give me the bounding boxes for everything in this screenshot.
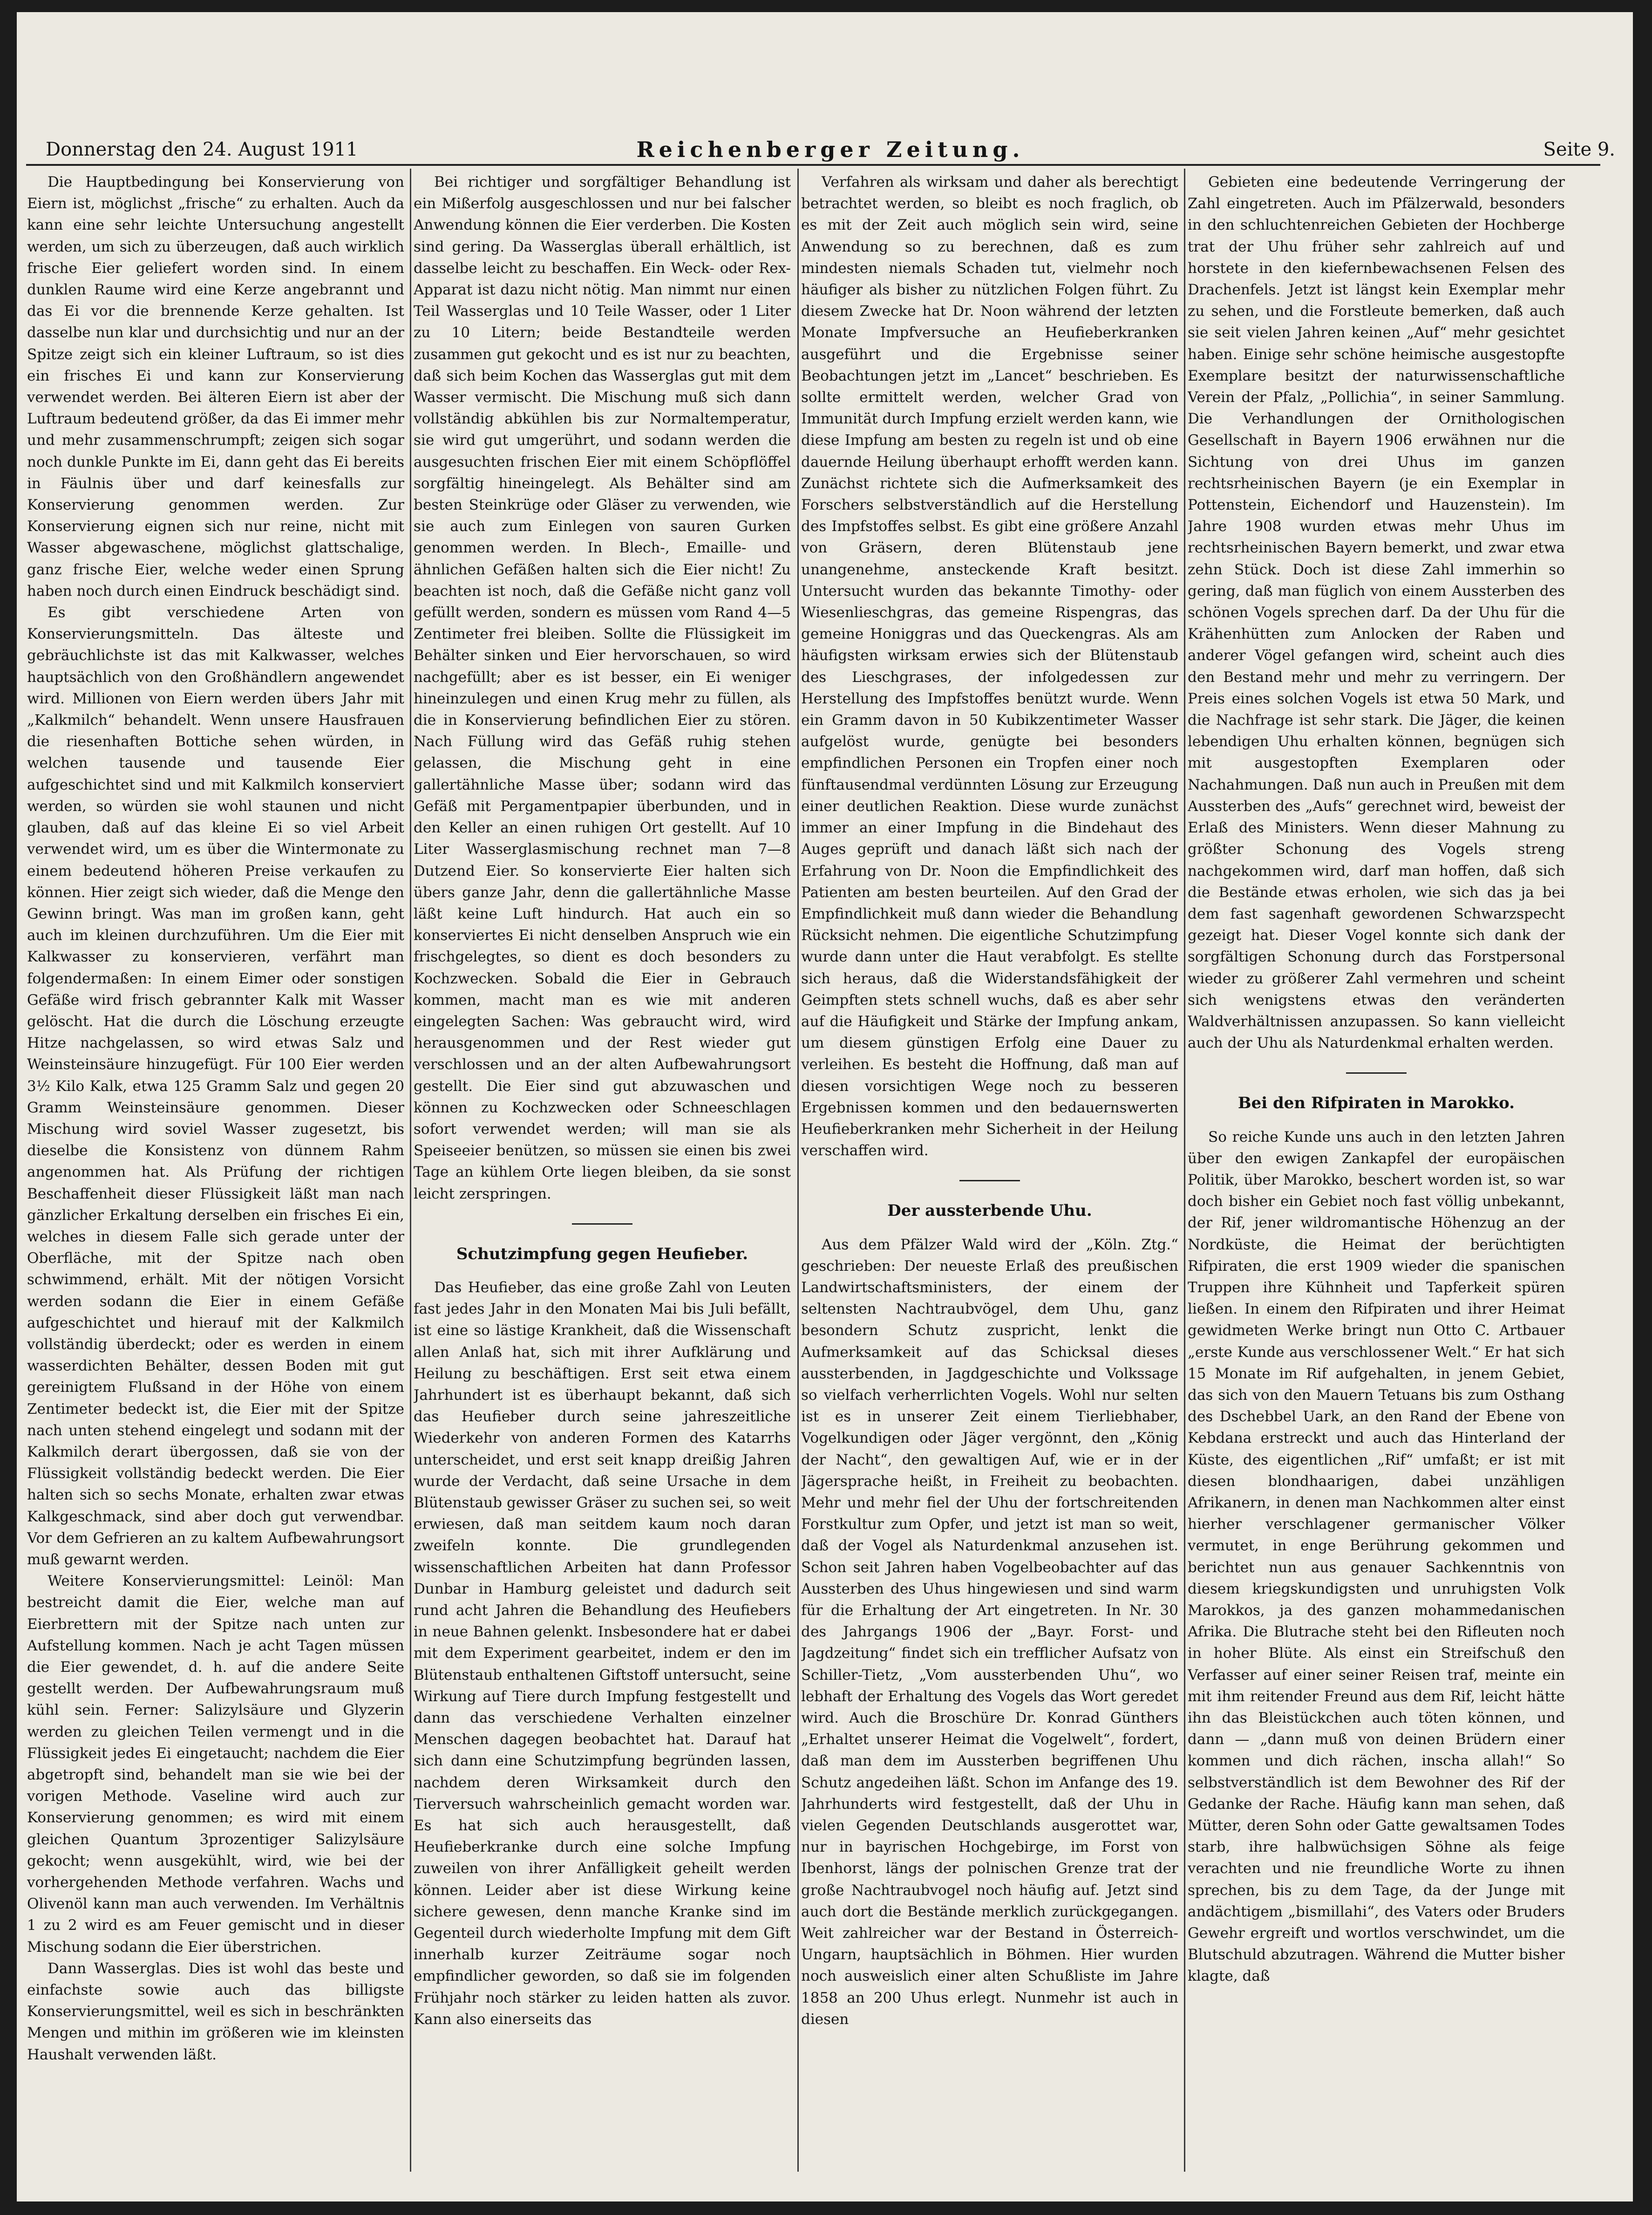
article-paragraph: Die Hauptbedingung bei Konservierung von Eiern ist, möglichst „frische“ zu erhalten. Auch da kann eine sehr leichte Untersuchung angestellt werden, um sich zu überzeugen, daß auch wirklich frische Eier geliefert worden sind. In einem dunklen Raume wird eine Kerze angebrannt und das Ei vor die brennende Kerze gehalten. Ist dasselbe nun klar und durchsichtig und nur an der Spitze zeigt sich ein kleiner Luftraum, so ist dies ein frisches Ei und kann zur Konservierung verwendet werden. Bei älteren Eiern ist aber der Luftraum bedeutend größer, da das Ei immer mehr und mehr zusammenschrumpft; zeigen sich sogar noch dunkle Punkte im Ei, dann geht das Ei bereits in Fäulnis über und darf keinesfalls zur Konservierung genommen werden. Zur Konservierung eignen sich nur reine, nicht mit Wasser abgewaschene, möglichst glattschalige, ganz frische Eier, welche weder einen Sprung haben noch durch einen Eindruck beschädigt sind. [27,174,404,600]
masthead: Reichenberger Zeitung. [636,137,1025,162]
header-rule [26,164,1600,166]
article-paragraph: Bei richtiger und sorgfältiger Behandlung ist ein Mißerfolg ausgeschlossen und nur bei falscher Anwendung können die Eier verderben. Die Kosten sind gering. Da Wasserglas überall erhältlich, ist dasselbe leicht zu beschaffen. Ein Weck- oder Rex-Apparat ist dazu nicht nötig. Man nimmt nur einen Teil Wasserglas und 10 Teile Wasser, oder 1 Liter zu 10 Litern; beide Bestandteile werden zusammen gut gekocht und es ist nur zu beachten, daß sich beim Kochen das Wasserglas gut mit dem Wasser vermischt. Die Mischung muß sich dann vollständig abkühlen bis zur Normaltemperatur, sie wird gut umgerührt, und sodann werden die ausgesuchten frischen Eier mit einem Schöpflöffel sorgfältig hineingelegt. Als Behälter sind am besten Steinkrüge oder Gläser zu verwenden, wie sie auch zum Einlegen von sauren Gurken genommen werden. In Blech-, Emaille- und ähnlichen Gefäßen halten sich die Eier nicht! Zu beachten ist noch, daß die Gefäße nicht ganz voll gefüllt werden, sondern es müssen vom Rand 4—5 Zentimeter frei bleiben. Sollte die Flüssigkeit im Behälter sinken und Eier hervorschauen, so wird nachgefüllt; aber es ist besser, ein Ei weniger hineinzulegen und einen Krug mehr zu füllen, als die in Konservierung befindlichen Eier zu stören. Nach Füllung wird das Gefäß ruhig stehen gelassen, die Mischung geht in eine gallertähnliche Masse über; sodann wird das Gefäß mit Pergamentpapier überbunden, und in den Keller an einen ruhigen Ort gestellt. Auf 10 Liter Wasserglasmischung rechnet man 7—8 Dutzend Eier. So konservierte Eier halten sich übers ganze Jahr, denn die gallertähnliche Masse läßt keine Luft hindurch. Hat auch ein so konserviertes Ei nicht denselben Anspruch wie ein frischgelegtes, so dient es doch besonders zu Kochzwecken. Sobald die Eier in Gebrauch kommen, macht man es wie mit anderen eingelegten Sachen: Was gebraucht wird, wird herausgenommen und der Rest wieder gut verschlossen und an der alten Aufbewahrungsort gestellt. Die Eier sind gut abzuwaschen und können zu Kochzwecken oder Schneeschlagen sofort verwendet werden; will man sie als Speiseeier benützen, so müssen sie einen bis zwei Tage an kühlem Orte liegen bleiben, da sie sonst leicht zerspringen. [414,174,791,1202]
article-paragraph: Dann Wasserglas. Dies ist wohl das beste und einfachste sowie auch das billigste Konservierungsmittel, weil es sich in beschränkten Mengen und mithin im größeren wie im kleinsten Haushalt verwenden läßt. [27,1960,404,2063]
column-4 [1188,171,1565,2170]
article-paragraph: Das Heufieber, das eine große Zahl von Leuten fast jedes Jahr in den Monaten Mai bis Juli befällt, ist eine so lästige Krankheit, daß die Wissenschaft allen Anlaß hat, sich mit ihrer Aufklärung und Heilung zu beschäftigen. Erst seit etwa einem Jahrhundert ist es überhaupt bekannt, daß sich das Heufieber durch seine jahreszeitliche Wiederkehr von anderen Formen des Katarrhs unterscheidet, und erst seit knapp dreißig Jahren wurde der Verdacht, daß seine Ursache in dem Blütenstaub gewisser Gräser zu suchen sei, so weit erwiesen, daß man seitdem kaum noch daran zweifeln konnte. Die grundlegenden wissenschaftlichen Arbeiten hat dann Professor Dunbar in Hamburg geleistet und dadurch seit rund acht Jahren die Behandlung des Heufiebers in neue Bahnen gelenkt. Insbesondere hat er dabei mit dem Experiment gearbeitet, indem er den im Blütenstaub enthaltenen Giftstoff untersucht, seine Wirkung auf Tiere durch Impfung festgestellt und dann das verschiedene Verhalten einzelner Menschen dagegen beobachtet hat. Darauf hat sich dann eine Schutzimpfung begründen lassen, nachdem deren Wirksamkeit durch den Tierversuch wahrscheinlich gemacht worden war. Es hat sich auch herausgestellt, daß Heufieberkranke durch eine solche Impfung zuweilen von ihrer Anfälligkeit geheilt werden können. Leider aber ist diese Wirkung keine sichere gewesen, denn manche Kranke sind im Gegenteil durch wiederholte Impfung mit dem Gift innerhalb kurzer Zeiträume sogar noch empfindlicher geworden, so daß sie im folgenden Frühjahr noch stärker zu leiden hatten als zuvor. Kann also einerseits das [414,1279,791,2028]
article-paragraph: Weitere Konservierungsmittel: Leinöl: Man bestreicht damit die Eier, welche man auf Eierbrettern mit der Spitze nach unten zur Aufstellung kommen. Nach je acht Tagen müssen die Eier gewendet, d. h. auf die andere Seite gestellt werden. Der Aufbewahrungsraum muß kühl sein. Ferner: Salizylsäure und Glyzerin werden zu gleichen Teilen vermengt und in die Flüssigkeit jedes Ei eingetaucht; nachdem die Eier abgetropft sind, behandelt man sie wie bei der vorigen Methode. Vaseline wird auch zur Konservierung genommen; es wird mit einem gleichen Quantum 3prozentiger Salizylsäure gekocht; wenn ausgekühlt, wird, wie bei der vorhergehenden Methode verfahren. Wachs und Olivenöl kann man auch verwenden. Im Verhältnis 1 zu 2 wird es am Feuer gemischt und in dieser Mischung sodann die Eier überstrichen. [27,1573,404,1956]
section-separator [572,1223,632,1225]
column-divider [797,169,799,2172]
column-divider [410,169,411,2172]
page-number: Seite 9. [1543,139,1615,160]
article-heading: Schutzimpfung gegen Heufieber. [456,1244,748,1263]
article-heading: Der aussterbende Uhu. [887,1201,1092,1220]
article-paragraph: So reiche Kunde uns auch in den letzten Jahren über den ewigen Zankapfel der europäischen Politik, über Marokko, beschert worden ist, so war doch bisher ein Gebiet noch fast völlig unbekannt, der Rif, jener wildromantische Höhenzug an der Nordküste, die Heimat der berüchtigten Rifpiraten, die erst 1909 wieder die spanischen Truppen ihre Kühnheit und Tapferkeit spüren ließen. In einem den Rifpiraten und ihrer Heimat gewidmeten Werke bringt nun Otto C. Artbauer „erste Kunde aus verschlossener Welt.“ Er hat sich 15 Monate im Rif aufgehalten, in jenem Gebiet, das sich von den Mauern Tetuans bis zum Osthang des Dschebbel Uark, an den Rand der Ebene von Kebdana erstreckt und auch das Hinterland der Küste, des eigentlichen „Rif“ umfaßt; er ist mit diesen blondhaarigen, dabei unzähligen Afrikanern, in denen man Nachkommen alter einst hierher verschlagener germanischer Völker vermutet, in enge Berührung gekommen und berichtet nun aus genauer Sachkenntnis von diesem kriegskundigsten und unruhigsten Volk Marokkos, ja des ganzen mohammedanischen Afrika. Die Blutrache steht bei den Rifleuten noch in hoher Blüte. Als einst ein Streifschuß den Verfasser auf einer seiner Reisen traf, meinte ein mit ihm reitender Freund aus dem Rif, leicht hätte ihn das Bleistückchen auch töten können, und dann — „dann muß von deinen Brüdern einer kommen und dich rächen, inscha allah!“ So selbstverständlich ist dem Bewohner des Rif der Gedanke der Rache. Häufig kann man sehen, daß Mütter, deren Sohn oder Gatte gewaltsamen Todes starb, ihre halbwüchsigen Söhne als feige verachten und nie freundliche Worte zu ihnen sprechen, bis zu dem Tage, da der Junge mit andächtigem „bismillahi“, des Vaters oder Bruders Gewehr ergreift und wortlos verschwindet, um die Blutschuld abzutragen. Während die Mutter bisher klagte, daß [1188,1128,1565,1985]
article-paragraph: Gebieten eine bedeutende Verringerung der Zahl eingetreten. Auch im Pfälzerwald, besonders in den schluchtenreichen Gebieten der Hochberge trat der Uhu früher sehr zahlreich auf und horstete in den kiefernbewachsenen Felsen des Drachenfels. Jetzt ist längst kein Exemplar mehr zu sehen, und die Forstleute bemerken, daß auch sie seit vielen Jahren keinen „Auf“ mehr gesichtet haben. Einige sehr schöne heimische ausgestopfte Exemplare besitzt der naturwissenschaftliche Verein der Pfalz, „Pollichia“, in seiner Sammlung. Die Verhandlungen der Ornithologischen Gesellschaft in Bayern 1906 erwähnen nur die Sichtung von drei Uhus im ganzen rechtsrheinischen Bayern (je ein Exemplar in Pottenstein, Eichendorf und Hauzenstein). Im Jahre 1908 wurden etwas mehr Uhus im rechtsrheinischen Bayern bemerkt, und zwar etwa zehn Stück. Doch ist diese Zahl immerhin so gering, daß man füglich von einem Aussterben des schönen Vogels sprechen darf. Da der Uhu für die Krähenhütten zum Anlocken der Raben und anderer Vögel gefangen wird, scheint auch dies den Bestand mehr und mehr zu verringern. Der Preis eines solchen Vogels ist etwa 50 Mark, und die Nachfrage ist sehr stark. Die Jäger, die keinen lebendigen Uhu erhalten können, begnügen sich mit ausgestopften Exemplaren oder Nachahmungen. Daß nun auch in Preußen mit dem Aussterben des „Aufs“ gerechnet wird, beweist der Erlaß des Ministers. Wenn dieser Mahnung zu größter Schonung des Vogels streng nachgekommen wird, darf man hoffen, daß sich die Bestände etwas erholen, wie sich das ja bei dem fast sagenhaft gewordenen Schwarzspecht gezeigt hat. Dieser Vogel konnte sich dank der sorgfältigen Schonung durch das Forstpersonal wieder zu größerer Zahl vermehren und scheint sich wenigstens etwas den veränderten Waldverhältnissen anzupassen. So kann vielleicht auch der Uhu als Naturdenkmal erhalten werden. [1188,174,1565,1052]
issue-date: Donnerstag den 24. August 1911 [46,139,358,160]
article-paragraph: Verfahren als wirksam und daher als berechtigt betrachtet werden, so bleibt es noch fraglich, ob es mit der Zeit auch möglich sein wird, seine Anwendung so zu berechnen, daß es zum mindesten niemals Schaden tut, vielmehr noch häufiger als bisher zu nützlichen Folgen führt. Zu diesem Zwecke hat Dr. Noon während der letzten Monate Impfversuche an Heufieberkranken ausgeführt und die Ergebnisse seiner Beobachtungen jetzt im „Lancet“ beschrieben. Es sollte ermittelt werden, welcher Grad von Immunität durch Impfung erzielt werden kann, wie diese Impfung am besten zu regeln ist und ob eine dauernde Heilung überhaupt erhofft werden kann. Zunächst richtete sich die Aufmerksamkeit des Forschers selbstverständlich auf die Herstellung des Impfstoffes selbst. Es gibt eine größere Anzahl von Gräsern, deren Blütenstaub jene unangenehme, ansteckende Kraft besitzt. Untersucht wurden das bekannte Timothy- oder Wiesenlieschgras, das gemeine Rispengras, das gemeine Honiggras und das Queckengras. Als am häufigsten wirksam erwies sich der Blütenstaub des Lieschgrases, der infolgedessen zur Herstellung des Impfstoffes benützt wurde. Wenn ein Gramm davon in 50 Kubikzentimeter Wasser aufgelöst wurde, genügte bei besonders empfindlichen Personen ein Tropfen einer noch fünftausendmal verdünnten Lösung zur Erzeugung einer deutlichen Reaktion. Diese wurde zunächst immer an einer Impfung in die Bindehaut des Auges geprüft und danach läßt sich nach der Erfahrung von Dr. Noon die Empfindlichkeit des Patienten am besten beurteilen. Auf den Grad der Empfindlichkeit muß dann wieder die Behandlung Rücksicht nehmen. Die eigentliche Schutzimpfung wurde dann unter die Haut verabfolgt. Es stellte sich heraus, daß die Widerstandsfähigkeit der Geimpften stets schnell wuchs, daß es aber sehr auf die Häufigkeit und Stärke der Impfung ankam, um diesem günstigen Erfolg eine Dauer zu verleihen. Es besteht die Hoffnung, daß man auf diesen vorsichtigen Wege noch zu besseren Ergebnissen kommen und den bedauernswerten Heufieberkranken mehr Sicherheit in der Heilung verschaffen wird. [801,174,1178,1159]
column-1 [27,171,404,2170]
article-paragraph: Aus dem Pfälzer Wald wird der „Köln. Ztg.“ geschrieben: Der neueste Erlaß des preußischen Landwirtschaftsministers, der einem der seltensten Nachtraubvögel, dem Uhu, ganz besondern Schutz zuspricht, lenkt die Aufmerksamkeit auf das Schicksal dieses aussterbenden, in Jagdgeschichte und Volkssage so vielfach verherrlichten Vogels. Wohl nur selten ist es in unserer Zeit einem Tierliebhaber, Vogelkundigen oder Jäger vergönnt, den „König der Nacht“, den gewaltigen Auf, wie er in der Jägersprache heißt, in Freiheit zu beobachten. Mehr und mehr fiel der Uhu der fortschreitenden Forstkultur zum Opfer, und jetzt ist man so weit, daß der Vogel als Naturdenkmal anzusehen ist. Schon seit Jahren haben Vogelbeobachter auf das Aussterben des Uhus hingewiesen und sind warm für die Erhaltung der Art eingetreten. In Nr. 30 des Jahrgangs 1906 der „Bayr. Forst- und Jagdzeitung“ findet sich ein trefflicher Aufsatz von Schiller-Tietz, „Vom aussterbenden Uhu“, wo lebhaft der Erhaltung des Vogels das Wort geredet wird. Auch die Broschüre Dr. Konrad Günthers „Erhaltet unserer Heimat die Vogelwelt“, fordert, daß man dem im Aussterben begriffenen Uhu Schutz angedeihen läßt. Schon im Anfange des 19. Jahrhunderts wird festgestellt, daß der Uhu in vielen Gegenden Deutschlands ausgerottet war, nur in bayrischen Hochgebirge, im Forst von Ibenhorst, längs der polnischen Grenze trat der große Nachtraubvogel noch häufig auf. Jetzt sind auch dort die Bestände merklich zurückgegangen. Weit zahlreicher war der Bestand in Österreich-Ungarn, hauptsächlich in Böhmen. Hier wurden noch ausweislich einer alten Schußliste im Jahre 1858 an 200 Uhus erlegt. Nunmehr ist auch in diesen [801,1236,1178,2028]
section-separator [959,1180,1020,1181]
article-heading: Bei den Rifpiraten in Marokko. [1237,1094,1515,1113]
column-divider [1184,169,1185,2172]
column-2 [414,171,791,2170]
column-3 [801,171,1178,2170]
page-header [46,139,1615,176]
section-separator [1346,1072,1407,1074]
article-paragraph: Es gibt verschiedene Arten von Konservierungsmitteln. Das älteste und gebräuchlichste ist das mit Kalkwasser, welches hauptsächlich von den Großhändlern angewendet wird. Millionen von Eiern werden übers Jahr mit „Kalkmilch“ behandelt. Wenn unsere Hausfrauen die riesenhaften Bottiche sehen würden, in welchen tausende und tausende Eier aufgeschichtet sind und mit Kalkmilch konserviert werden, so würden sie wohl staunen und nicht glauben, daß auf das kleine Ei so viel Arbeit verwendet wird, um es über die Wintermonate zu einem bedeutend höheren Preise verkaufen zu können. Hier zeigt sich wieder, daß die Menge den Gewinn bringt. Was man im großen kann, geht auch im kleinen durchzuführen. Um die Eier mit Kalkwasser zu konservieren, verfährt man folgendermaßen: In einem Eimer oder sonstigen Gefäße wird frisch gebrannter Kalk mit Wasser gelöscht. Hat die durch die Löschung erzeugte Hitze nachgelassen, so wird etwas Salz und Weinsteinsäure hinzugefügt. Für 100 Eier werden 3½ Kilo Kalk, etwa 125 Gramm Salz und gegen 20 Gramm Weinsteinsäure genommen. Dieser Mischung wird soviel Wasser zugesetzt, bis dieselbe die Konsistenz von dünnem Rahm angenommen hat. Als Prüfung der richtigen Beschaffenheit dieser Flüssigkeit läßt man nach gänzlicher Erkaltung derselben ein frisches Ei ein, welches in diesem Falle sich gerade unter der Oberfläche, mit der Spitze nach oben schwimmend, erhält. Mit der nötigen Vorsicht werden sodann die Eier in einem Gefäße aufgeschichtet und hierauf mit der Kalkmilch vollständig überdeckt; oder es werden in einem wasserdichten Behälter, dessen Boden mit gut gereinigtem Flußsand in der Höhe von einem Zentimeter bedeckt ist, die Eier mit der Spitze nach unten stehend eingelegt und sodann mit der Kalkmilch derart übergossen, daß sie von der Flüssigkeit vollständig bedeckt werden. Die Eier halten sich so sechs Monate, erhalten zwar etwas Kalkgeschmack, sind aber doch gut verwendbar. Vor dem Gefrieren an zu kaltem Aufbewahrungsort muß gewarnt werden. [27,604,404,1568]
